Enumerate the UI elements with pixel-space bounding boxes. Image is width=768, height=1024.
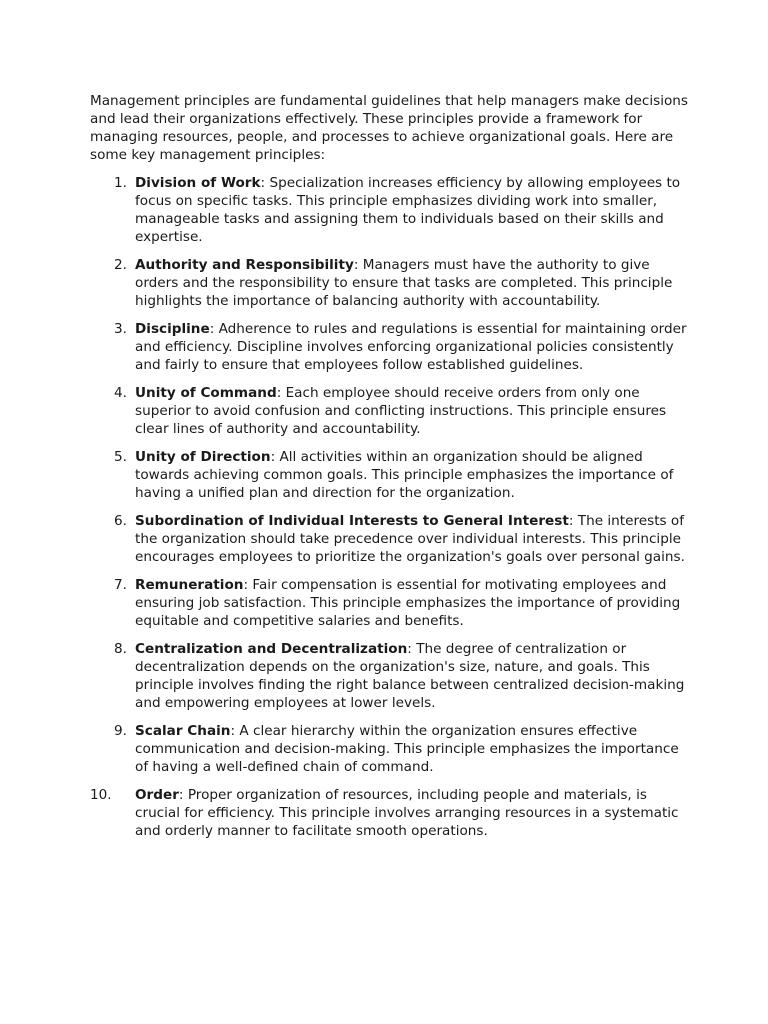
list-item-number: 10. [90,787,112,803]
list-item [90,384,690,438]
list-item-number: 6. [114,513,127,529]
list-item-number: 3. [114,321,127,337]
list-item [90,576,690,630]
principles-list [90,174,690,840]
principle-term: Unity of Direction [135,449,271,465]
list-item [90,640,690,712]
principle-term: Scalar Chain [135,723,231,739]
list-item-number: 8. [114,641,127,657]
intro-paragraph: Management principles are fundamental guidelines that help managers make decisions and lead their organizations effectively. These principles provide a framework for managing resources, people, and processes to achieve organizational goals. Here are some key management principles: [90,93,689,163]
list-item-number: 4. [114,385,127,401]
list-item [90,448,690,502]
list-item [90,320,690,374]
principle-description: : Managers must have the authority to give orders and the responsibility to ensure that tasks are completed. This principle highlights the importance of balancing authority with accountability. [135,257,673,309]
document-page [90,92,690,850]
list-item-number: 7. [114,577,127,593]
principle-term: Order [135,787,179,803]
list-item-number: 1. [114,175,127,191]
list-item [90,512,690,566]
principle-description: : Proper organization of resources, including people and materials, is crucial for efficiency. This principle involves arranging resources in a systematic and orderly manner to facilitate smooth operations. [135,787,679,839]
principle-term: Authority and Responsibility [135,257,354,273]
principle-description: : All activities within an organization should be aligned towards achieving common goals. This principle emphasizes the importance of having a unified plan and direction for the organization. [135,449,674,501]
principle-description: : Adherence to rules and regulations is essential for maintaining order and efficiency. Discipline involves enforcing organizational policies consistently and fairly to ensure that employees follow established guidelines. [135,321,687,373]
list-item [90,256,690,310]
principle-description: : Fair compensation is essential for motivating employees and ensuring job satisfaction. This principle emphasizes the importance of providing equitable and competitive salaries and benefits. [135,577,681,629]
principle-term: Centralization and Decentralization [135,641,408,657]
list-item-number: 5. [114,449,127,465]
list-item [90,174,690,246]
principle-description: : The degree of centralization or decentralization depends on the organization's size, nature, and goals. This principle involves finding the right balance between centralized decision-making and empowering employees at lower levels. [135,641,685,711]
list-item-number: 9. [114,723,127,739]
principle-term: Discipline [135,321,210,337]
principle-term: Subordination of Individual Interests to General Interest [135,513,569,529]
list-item-number: 2. [114,257,127,273]
principle-description: : A clear hierarchy within the organization ensures effective communication and decision-making. This principle emphasizes the importance of having a well-defined chain of command. [135,723,679,775]
principle-term: Remuneration [135,577,244,593]
list-item [90,722,690,776]
principle-description: : Each employee should receive orders from only one superior to avoid confusion and conflicting instructions. This principle ensures clear lines of authority and accountability. [135,385,667,437]
principle-term: Unity of Command [135,385,277,401]
principle-term: Division of Work [135,175,261,191]
principle-description: : Specialization increases efficiency by allowing employees to focus on specific tasks. This principle emphasizes dividing work into smaller, manageable tasks and assigning them to individuals based on their skills and expertise. [135,175,681,245]
principle-description: : The interests of the organization should take precedence over individual interests. This principle encourages employees to prioritize the organization's goals over personal gains. [135,513,685,565]
list-item [90,786,690,840]
